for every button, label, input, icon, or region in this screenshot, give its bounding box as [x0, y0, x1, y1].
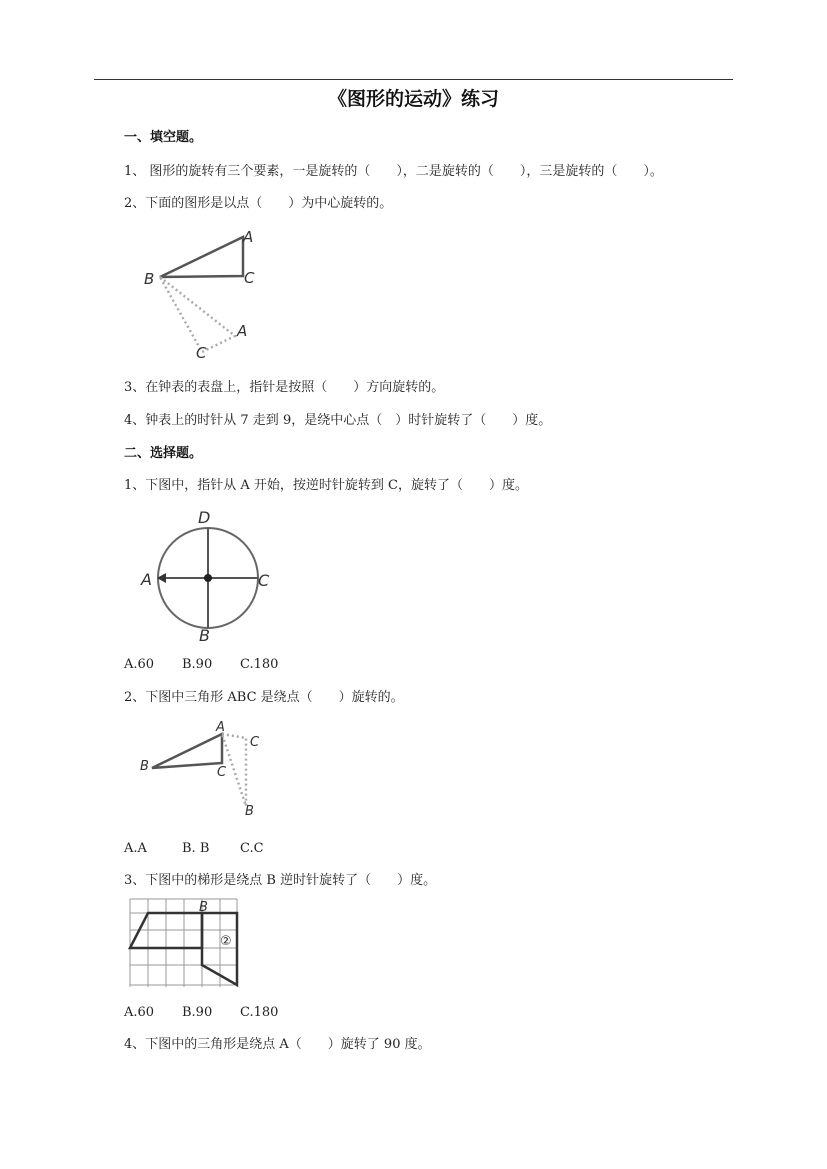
question-2-1: 1、下图中，指针从 A 开始，按逆时针旋转到 C，旋转了（ ）度。 [124, 478, 529, 493]
label-b: B [199, 626, 210, 645]
question-1-4: 4、钟表上的时针从 7 走到 9，是绕中心点（ ）时针旋转了（ ）度。 [124, 413, 552, 428]
triangle-dotted [160, 277, 235, 352]
figure-rotated-triangle-1 [140, 225, 260, 365]
center-point [204, 574, 212, 582]
page-title: 《图形的运动》练习 [327, 88, 499, 110]
label-a1: A [243, 228, 254, 246]
label-c2: C [196, 344, 207, 362]
label-a2: A [237, 322, 248, 340]
option-b[interactable]: B. B [182, 841, 210, 856]
mark-2: ② [220, 934, 232, 949]
label-c1: C [244, 269, 255, 287]
figure-rotated-triangle-2 [138, 718, 268, 820]
question-2-2: 2、下图中三角形 ABC 是绕点（ ）旋转的。 [124, 690, 404, 705]
option-c[interactable]: C.180 [240, 1005, 279, 1020]
option-b[interactable]: B.90 [182, 657, 213, 672]
section-choice-heading: 二、选择题。 [124, 446, 203, 461]
label-b: B [144, 270, 155, 288]
question-1-1: 1、 图形的旋转有三个要素，一是旋转的（ ），二是旋转的（ ），三是旋转的（ ）。 [124, 164, 663, 179]
option-a[interactable]: A.A [124, 841, 147, 856]
triangle-solid [160, 237, 243, 277]
options-2-3 [124, 1005, 278, 1020]
figure-circle-dial [135, 505, 280, 645]
options-2-1 [124, 657, 278, 672]
label-d: D [198, 508, 211, 527]
question-1-2: 2、下面的图形是以点（ ）为中心旋转的。 [124, 196, 393, 211]
label-b2: B [245, 804, 254, 819]
triangle-solid [152, 734, 222, 768]
label-c: C [258, 571, 270, 590]
figure-grid-trapezoid [128, 897, 240, 989]
option-a[interactable]: A.60 [124, 1005, 155, 1020]
question-2-3: 3、下图中的梯形是绕点 B 逆时针旋转了（ ）度。 [124, 873, 437, 888]
option-a[interactable]: A.60 [124, 657, 155, 672]
label-a: A [141, 570, 152, 589]
question-2-4: 4、下图中的三角形是绕点 A（ ）旋转了 90 度。 [124, 1037, 431, 1052]
header-rule [94, 79, 733, 80]
label-b1: B [140, 759, 149, 774]
option-b[interactable]: B.90 [182, 1005, 213, 1020]
label-c2: C [250, 735, 260, 750]
question-1-3: 3、在钟表的表盘上，指针是按照（ ）方向旋转的。 [124, 380, 445, 395]
label-a: A [216, 720, 225, 735]
options-2-2 [124, 841, 264, 856]
option-c[interactable]: C.180 [240, 657, 279, 672]
label-b: B [199, 900, 208, 915]
section-fill-in-heading: 一、填空题。 [124, 130, 203, 145]
option-c[interactable]: C.C [240, 841, 264, 856]
label-c1: C [217, 765, 227, 780]
